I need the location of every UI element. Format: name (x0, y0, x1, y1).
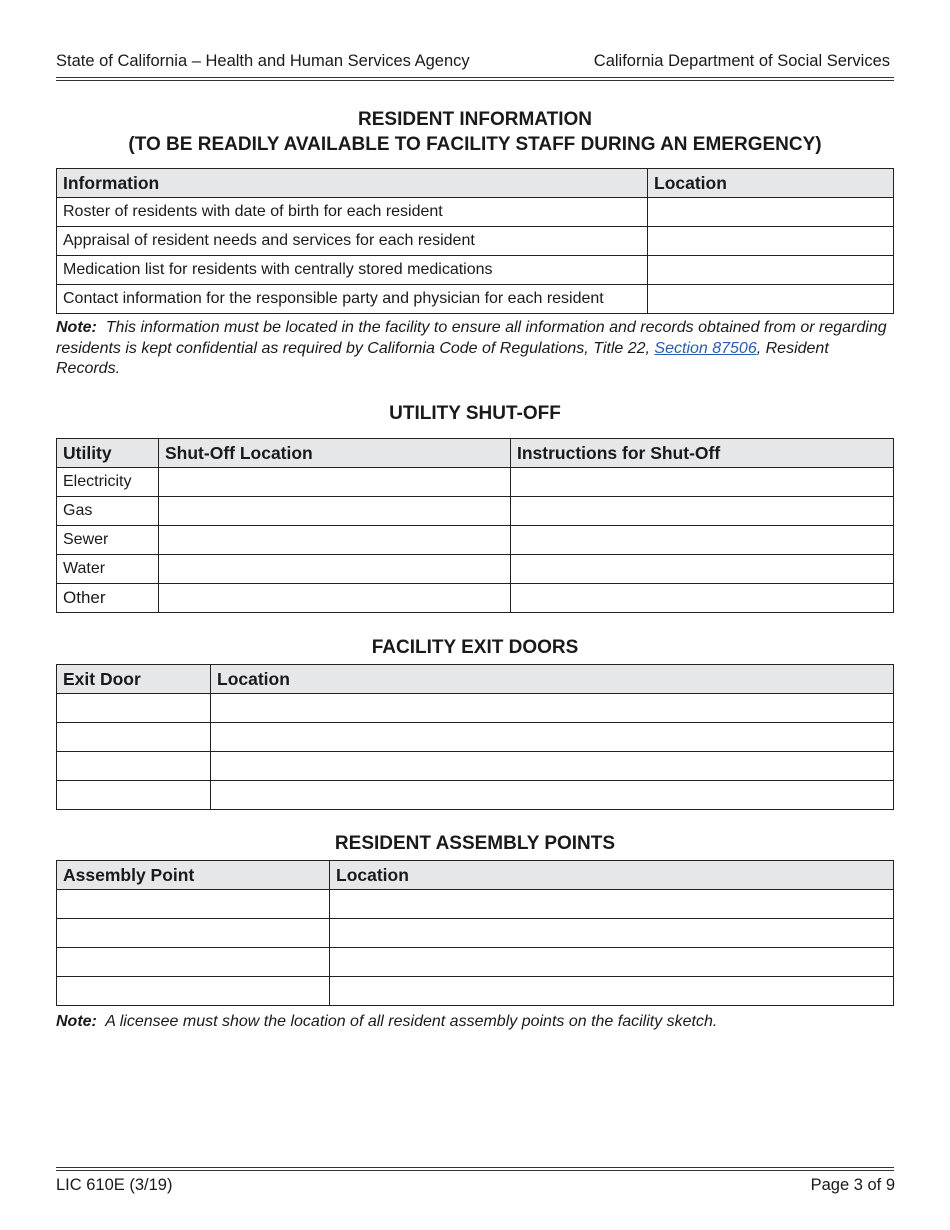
resident-info-table (56, 168, 894, 314)
utility-title: UTILITY SHUT-OFF (389, 403, 561, 424)
table-row (57, 919, 894, 948)
form-number: LIC 610E (3/19) (56, 1176, 173, 1194)
utility-name: Water (57, 555, 159, 584)
table-row (57, 285, 894, 314)
table-row (57, 752, 894, 781)
location-field[interactable] (648, 198, 894, 227)
column-header-instructions: Instructions for Shut-Off (511, 439, 894, 468)
exit-door-field[interactable] (57, 694, 211, 723)
section-87506-link[interactable]: Section 87506 (654, 339, 757, 357)
exits-title: FACILITY EXIT DOORS (371, 637, 579, 658)
utility-name: Other (57, 584, 159, 613)
utility-name: Sewer (57, 526, 159, 555)
column-header-information: Information (57, 169, 648, 198)
location-field[interactable] (330, 948, 894, 977)
info-cell: Appraisal of resident needs and services for each resident (57, 227, 648, 256)
utility-name: Electricity (57, 468, 159, 497)
page-header (56, 52, 890, 71)
table-row (57, 977, 894, 1006)
instructions-field[interactable] (511, 584, 894, 613)
table-row (57, 948, 894, 977)
location-field[interactable] (330, 890, 894, 919)
column-header-location: Location (330, 861, 894, 890)
header-rule (56, 80, 894, 81)
shutoff-location-field[interactable] (159, 468, 511, 497)
instructions-field[interactable] (511, 497, 894, 526)
table-row (57, 227, 894, 256)
exit-door-field[interactable] (57, 752, 211, 781)
location-field[interactable] (211, 781, 894, 810)
table-row (57, 526, 894, 555)
assembly-point-field[interactable] (57, 890, 330, 919)
location-field[interactable] (211, 723, 894, 752)
location-field[interactable] (330, 977, 894, 1006)
assembly-note: Note: A licensee must show the location of all resident assembly points on the facility sketch. (56, 1013, 718, 1030)
location-field[interactable] (211, 752, 894, 781)
utility-name: Gas (57, 497, 159, 526)
footer-rule (56, 1167, 894, 1168)
table-row (57, 694, 894, 723)
header-rule (56, 77, 894, 78)
info-cell: Medication list for residents with centrally stored medications (57, 256, 648, 285)
location-field[interactable] (211, 694, 894, 723)
column-header-shutoff-location: Shut-Off Location (159, 439, 511, 468)
table-row (57, 555, 894, 584)
table-row (57, 584, 894, 613)
exit-doors-table (56, 664, 894, 810)
location-field[interactable] (648, 256, 894, 285)
footer-rule (56, 1170, 894, 1171)
resident-info-title: RESIDENT INFORMATION (TO BE READILY AVAILABLE TO FACILITY STAFF DURING AN EMERGENCY) (128, 109, 822, 155)
instructions-field[interactable] (511, 555, 894, 584)
exit-door-field[interactable] (57, 723, 211, 752)
assembly-points-table (56, 860, 894, 1006)
location-field[interactable] (648, 285, 894, 314)
assembly-title: RESIDENT ASSEMBLY POINTS (334, 833, 616, 854)
assembly-point-field[interactable] (57, 919, 330, 948)
table-row (57, 497, 894, 526)
assembly-point-field[interactable] (57, 948, 330, 977)
column-header-location: Location (648, 169, 894, 198)
table-row (57, 256, 894, 285)
instructions-field[interactable] (511, 468, 894, 497)
column-header-location: Location (211, 665, 894, 694)
info-cell: Roster of residents with date of birth for each resident (57, 198, 648, 227)
table-row (57, 468, 894, 497)
shutoff-location-field[interactable] (159, 497, 511, 526)
resident-info-note: Note: This information must be located in the facility to ensure all information and records obtained from or regarding residents is kept confidential as required by California Code of Regulations, Title 22, Section 87506, Resident Records. (56, 319, 887, 377)
page-number: Page 3 of 9 (810, 1176, 895, 1194)
assembly-point-field[interactable] (57, 977, 330, 1006)
shutoff-location-field[interactable] (159, 555, 511, 584)
page-footer (56, 1176, 895, 1195)
table-row (57, 781, 894, 810)
table-row (57, 198, 894, 227)
exit-door-field[interactable] (57, 781, 211, 810)
location-field[interactable] (648, 227, 894, 256)
shutoff-location-field[interactable] (159, 584, 511, 613)
column-header-assembly-point: Assembly Point (57, 861, 330, 890)
info-cell: Contact information for the responsible party and physician for each resident (57, 285, 648, 314)
column-header-exit-door: Exit Door (57, 665, 211, 694)
table-row (57, 890, 894, 919)
shutoff-location-field[interactable] (159, 526, 511, 555)
agency-name: State of California – Health and Human Services Agency (56, 52, 470, 70)
instructions-field[interactable] (511, 526, 894, 555)
location-field[interactable] (330, 919, 894, 948)
table-row (57, 723, 894, 752)
utility-table (56, 438, 894, 613)
column-header-utility: Utility (57, 439, 159, 468)
department-name: California Department of Social Services (593, 52, 890, 70)
